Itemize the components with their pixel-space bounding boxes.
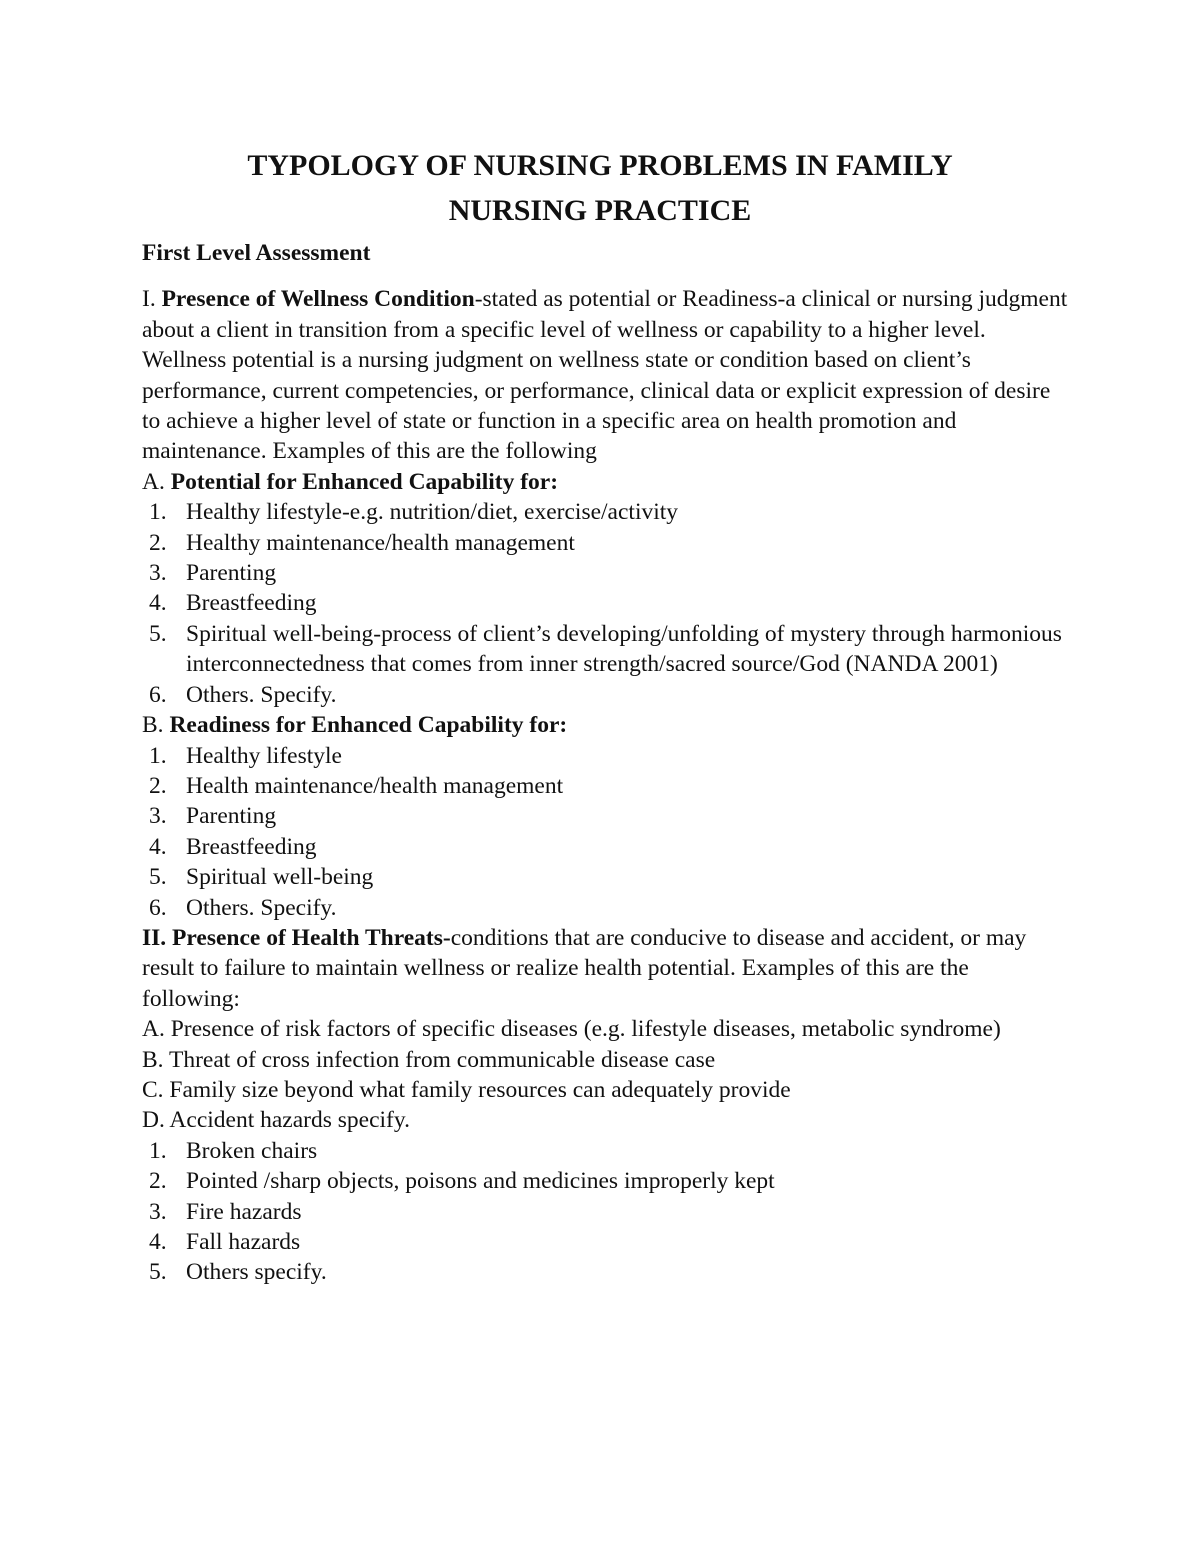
section-1-title: Presence of Wellness Condition [161, 286, 475, 313]
page-title [0, 143, 1200, 233]
list-item [142, 771, 1072, 801]
list-item [142, 801, 1072, 831]
subsection-a-heading [142, 467, 1072, 497]
list-item-text: Parenting [186, 560, 277, 587]
section-2-line-d: D. Accident hazards specify. [142, 1107, 410, 1134]
list-item [142, 1227, 1072, 1257]
list-item [142, 558, 1072, 588]
list-item-number: 5. [149, 864, 167, 891]
list-item-number: 3. [149, 560, 167, 587]
list-item [142, 497, 1072, 527]
list-item [142, 588, 1072, 618]
list-item-text: Others. Specify. [186, 894, 337, 921]
list-item-text: Others. Specify. [186, 681, 337, 708]
accident-hazards-list [142, 1136, 1072, 1288]
list-item [142, 680, 1072, 710]
section-2-title: II. Presence of Health Threats- [142, 924, 451, 951]
section-1-text-bold: or condition based on client’s performance, current competencies, or performance, [142, 347, 971, 404]
subsection-a-title: Potential for Enhanced Capability for: [170, 468, 559, 495]
list-item-number: 6. [149, 681, 167, 708]
list-item [142, 1197, 1072, 1227]
list-item-text: Breastfeeding [186, 833, 317, 860]
list-item-text: Breastfeeding [186, 590, 317, 617]
section-1-text-a: -stated as potential or Readiness-a clinical or nursing judgment about a client in transition from a specific level of wellness or capability to a higher level. Wellness potential is a nursing judgment on wellness state [142, 286, 1068, 374]
subsection-b-heading [142, 710, 1072, 740]
list-item-number: 1. [149, 1137, 167, 1164]
subsection-b-title: Readiness for Enhanced Capability for: [169, 712, 568, 739]
list-item-text: Healthy maintenance/health management [186, 529, 575, 556]
section-2-line-a: A. Presence of risk factors of specific diseases (e.g. lifestyle diseases, metabolic syndrome) [142, 1016, 1001, 1043]
list-item-number: 5. [149, 1259, 167, 1286]
subsection-a-label: A. [142, 468, 171, 495]
list-item [142, 1166, 1072, 1196]
list-item-number: 2. [149, 1168, 167, 1195]
list-item-number: 2. [149, 772, 167, 799]
list-item [142, 741, 1072, 771]
list-item-number: 4. [149, 590, 167, 617]
list-item [142, 862, 1072, 892]
list-item [142, 832, 1072, 862]
list-item [142, 1257, 1072, 1287]
list-item [142, 619, 1072, 680]
list-item-text: Pointed /sharp objects, poisons and medicines improperly kept [186, 1168, 775, 1195]
section-1-label: I. [142, 286, 162, 313]
list-item-text: Parenting [186, 803, 277, 830]
section-2-line-c: C. Family size beyond what family resources can adequately provide [142, 1076, 791, 1103]
title-line-2: NURSING PRACTICE [448, 194, 752, 227]
section-2-line-b: B. Threat of cross infection from communicable disease case [142, 1046, 716, 1073]
list-item-text: Healthy lifestyle [186, 742, 342, 769]
list-item-text: Fall hazards [186, 1229, 301, 1255]
list-item-text: Spiritual well-being [186, 864, 374, 891]
list-item-text: Others specify. [186, 1259, 327, 1286]
subsection-b-label: B. [142, 712, 170, 739]
list-item [142, 1136, 1072, 1166]
list-item-number: 3. [149, 1198, 167, 1225]
list-item-text: Health maintenance/health management [186, 772, 564, 799]
section-2-text: conditions that are conducive to disease and accident, or may result to failure to maintain wellness or realize health potential. Examples of this are the following: [142, 924, 1027, 1012]
list-item-text: Broken chairs [186, 1137, 318, 1164]
subsection-a-list [142, 497, 1072, 710]
list-item-number: 1. [149, 499, 167, 526]
list-item [142, 893, 1072, 923]
section-1-text-b: clinical data or explicit expression of desire to achieve a higher level of state or function in a specific area on health promotion and maintenance. Examples of this are the following [142, 377, 1051, 465]
list-item-number: 4. [149, 1229, 167, 1255]
level-heading: First Level Assessment [142, 240, 371, 266]
list-item-number: 5. [149, 620, 167, 647]
list-item-text: Healthy lifestyle-e.g. nutrition/diet, exercise/activity [186, 499, 679, 526]
list-item-number: 6. [149, 894, 167, 921]
subsection-b-list [142, 741, 1072, 923]
list-item-number: 1. [149, 742, 167, 769]
document-body [142, 238, 1072, 1288]
list-item-number: 2. [149, 529, 167, 556]
list-item-text: Fire hazards [186, 1198, 302, 1225]
list-item-text: Spiritual well-being-process of client’s developing/unfolding of mystery through harmonious interconnectedness that comes from inner strength/sacred source/God (NANDA 2001) [186, 620, 1062, 678]
section-2-paragraph [142, 923, 1072, 1014]
list-item [142, 528, 1072, 558]
list-item-number: 3. [149, 803, 167, 830]
title-line-1: TYPOLOGY OF NURSING PROBLEMS IN FAMILY [247, 149, 953, 182]
section-1-paragraph [142, 284, 1072, 466]
list-item-number: 4. [149, 833, 167, 860]
